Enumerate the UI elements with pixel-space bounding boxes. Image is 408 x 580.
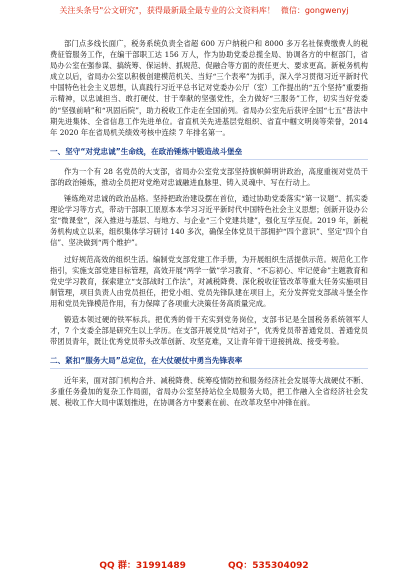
contact-footer: [0, 558, 408, 574]
paragraph: 部门点多线长面广，税务系统负责全省超 600 万户纳税户和 8000 多万名社保费缴费人的税费征管服务工作，在编干部职工达 156 万人，作为协助党委总揽全局、协调各方的中枢部门，省局办公室在强参谋、搞统筹、保运转、抓规范、促融合等方面的责任更大、要求更高。新税务机构成立以后，省局办公室以积极创建模范机关、当好“三个表率”为抓手，深入学习贯彻习近平新时代中国特色社会主义思想，认真践行习近平总书记对党委办公厅（室）工作提出的“五个坚持”重要指示精神，以忠诚担当、敢打硬仗、甘于奉献的坚强党性，全力做好“三服务”工作，切实当好党委的“坚强前哨”和“巩固后院”，助力税收工作走在全国前列。省局办公室先后获评全国“七五”普法中期先进集体、全省信息工作先进单位。省直机关先进基层党组织、省直中帼文明岗等荣誉，2014 年 2020 年在省局机关绩效考核中连续 7 年排名第一。: [50, 39, 368, 137]
promo-banner[interactable]: [0, 0, 408, 20]
promo-text: 关注头条号"公文研究"，获得最新最全最专业的公文资料库！: [59, 5, 275, 15]
section-heading: 一、坚守“对党忠诚”生命线，在政治锤炼中锻造战斗堡垒: [50, 144, 368, 160]
document-body: [50, 38, 368, 414]
qq-group[interactable]: QQ 群：31991489: [99, 561, 186, 571]
qq-contact[interactable]: QQ：535304092: [227, 561, 309, 571]
paragraph: 锤炼绝对忠诚的政治品格。坚持把政治建设摆在首位，通过协助党委落实“第一议题”、抓实委理论学习等方式，带动干部职工原原本本学习习近平新时代中国特色社会主义思想；创新开设办公室“微课堂”，深入推进与基层、与地方、与企业“三个党建共建”，强化互学互促。2019 年，新税务机构成立以来，组织集体学习研讨 140 多次，确保全体党员干部拥护“四个意识”、坚定“四个自信”、坚决做到“两个维护”。: [50, 194, 368, 248]
paragraph: 作为一个有 28 名党员的大支部，省局办公室党支部坚持旗帜鲜明讲政治，高度重视对党员干部的政治锤炼，推动全员把对党绝对忠诚融进血脉里、铸入灵魂中、写在行动上。: [50, 166, 368, 187]
wechat-id: 微信：gongwenyj: [280, 5, 349, 15]
paragraph: 锻造本领过硬的铁军标兵。把优秀的骨干充实到党务岗位，支部书记是全国税务系统领军人才，7 个支委全部是研究生以上学历。在支部开展党员“结对子”，优秀党员带普通党员、普通党员带团员青年，既让优秀党员带头改革创新、攻坚克难，又让青年骨干迎接挑战、接受考验。: [50, 314, 368, 347]
paragraph: 近年来，面对部门机构合并、减税降费、统筹疫情防控和服务经济社会发展等大战硬仗不断、多重任务叠加的复杂工作局面，省局办公室坚持站位全局服务大局，把工作融入全省经济社会发展、税收工作大局中谋划推进，在协调各方中要素在前、在改革攻坚中冲锋在前。: [50, 376, 368, 408]
paragraph: 过好规范高效的组织生活。编制党支部党建工作手册，为开展组织生活提供示范。规范化工作指引，实施支部党建目标管理，高效开展“两学一做”学习教育、“不忘初心、牢记使命”主题教育和党史学习教育，探索建立“支部战时工作法”，对减税降费、深化税收征管改革等重大任务实施项目制管理，项目负责人由党员担任，把党小组、党员先锋队建在项目上，充分发挥党支部战斗堡全作用和党员先锋模范作用，有力保障了各项重大决策任务高质量完成。: [50, 254, 368, 308]
section-heading: 二、紧扣“服务大局”总定位，在大仗硬仗中勇当先锋表率: [50, 353, 368, 369]
